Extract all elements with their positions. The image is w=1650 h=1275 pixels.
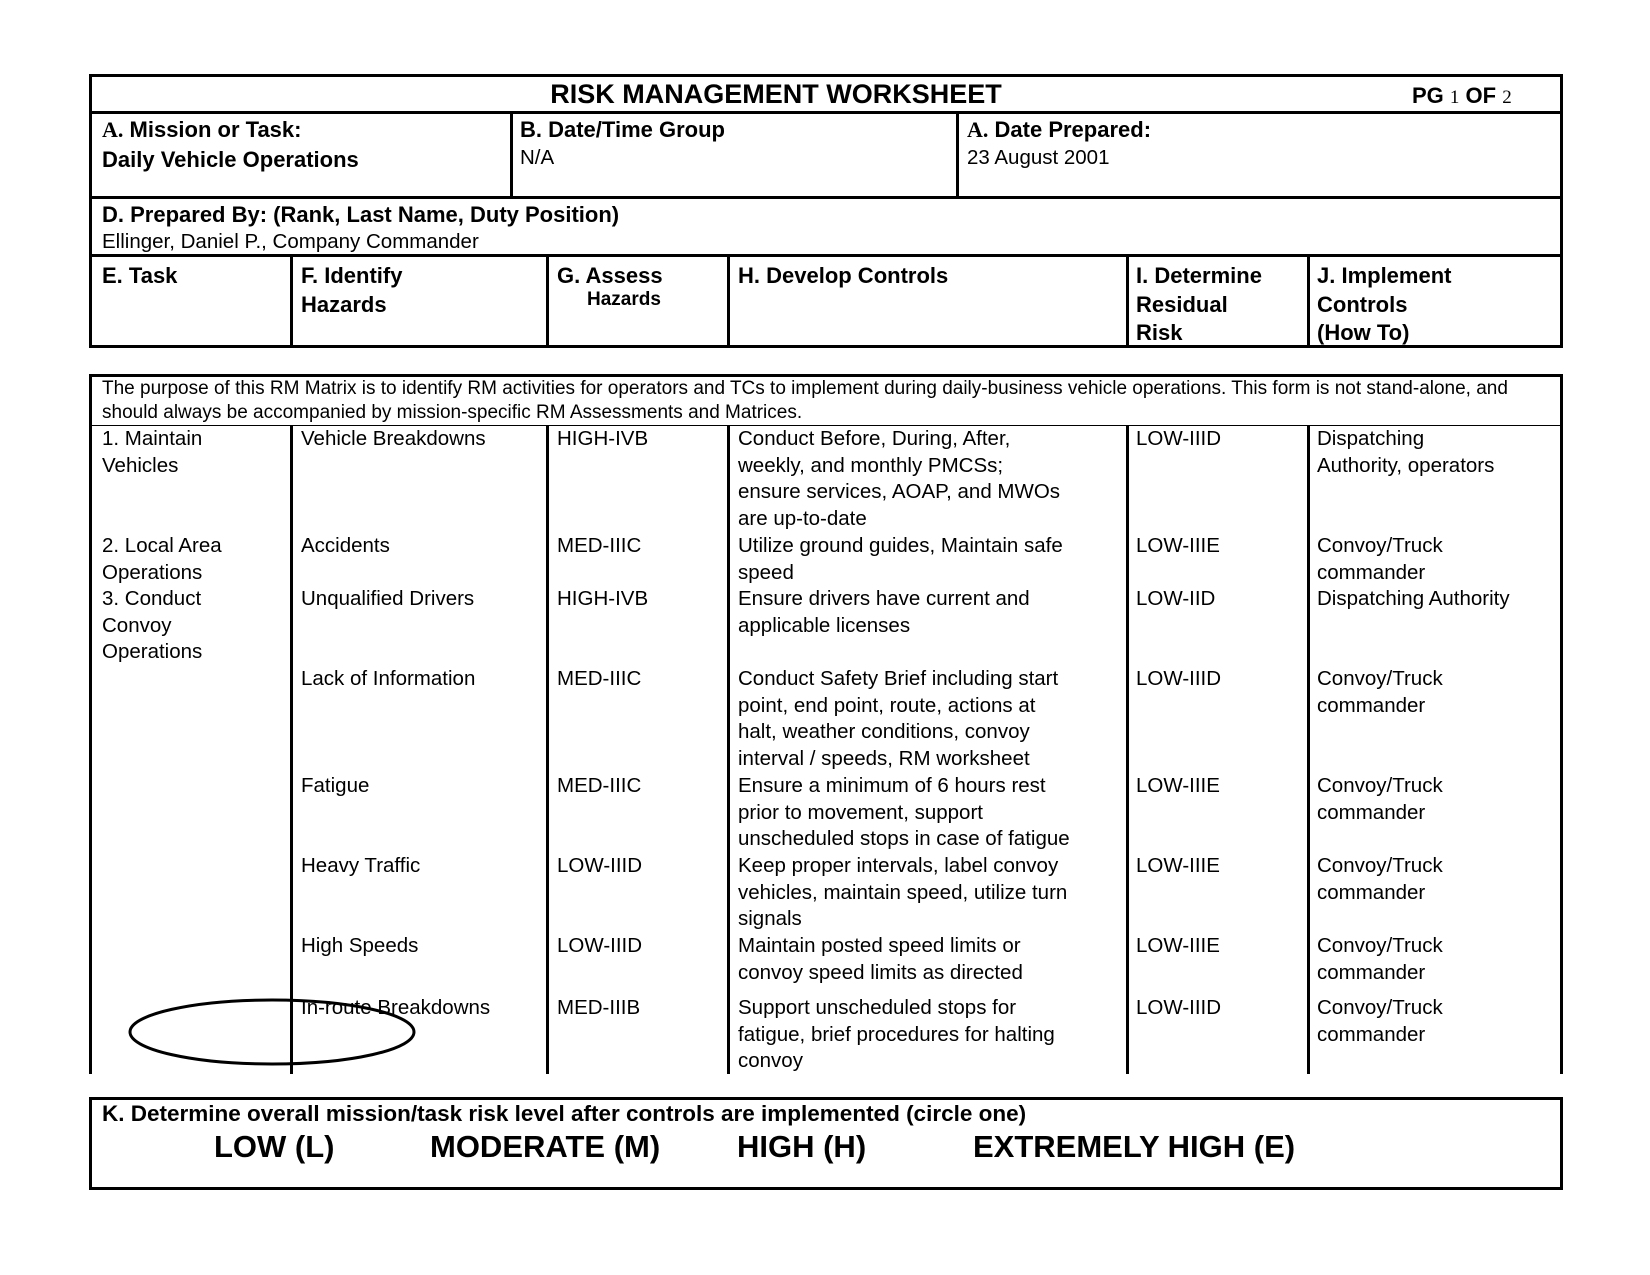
row-3-implement: Dispatching Authority	[1317, 587, 1510, 610]
row-8-implement: Convoy/Truck commander	[1317, 996, 1443, 1046]
row-3-controls: Ensure drivers have current and applicable licenses	[738, 587, 1030, 637]
row-6-controls: Keep proper intervals, label convoy vehicles, maintain speed, utilize turn signals	[738, 854, 1068, 930]
header-col-divider-1	[290, 254, 293, 348]
matrix-right-border	[1560, 374, 1563, 1074]
row-3-hazard: Unqualified Drivers	[301, 587, 475, 610]
purpose-text: The purpose of this RM Matrix is to identify RM activities for operators and TCs to implement during daily-business vehicle operations. This form is not stand-alone, and should always be accompanied by mission-specific RM Assessments and Matrices.	[102, 378, 1508, 423]
col-header-task: E. Task	[102, 263, 178, 288]
risk-option-moderate[interactable]: MODERATE (M)	[430, 1129, 661, 1164]
overall-box-top-border	[89, 1097, 1563, 1100]
prepared-by-label: D. Prepared By: (Rank, Last Name, Duty Position)	[102, 202, 620, 227]
fields-row-divider	[89, 196, 1563, 199]
row-7-residual: LOW-IIIE	[1136, 934, 1220, 957]
mission-letter: A.	[102, 117, 124, 142]
hand-drawn-ellipse	[120, 995, 425, 1069]
top-box-top-border	[89, 74, 1563, 77]
row-1-controls: Conduct Before, During, After, weekly, and monthly PMCSs; ensure services, AOAP, and MWOs are up-to-date	[738, 427, 1061, 530]
overall-box-right-border	[1560, 1097, 1563, 1190]
col-header-assess-hazards: G. Assess	[557, 263, 663, 288]
overall-risk-label: K. Determine overall mission/task risk level after controls are implemented (circle one)	[102, 1101, 1027, 1126]
row-5-controls: Ensure a minimum of 6 hours rest prior to movement, support unscheduled stops in case of fatigue	[738, 774, 1070, 850]
row-4-implement: Convoy/Truck commander	[1317, 667, 1443, 717]
matrix-col-divider-2	[546, 425, 549, 1074]
row-4-hazard: Lack of Information	[301, 667, 476, 690]
row-1-assess: HIGH-IVB	[557, 427, 649, 450]
matrix-left-border	[89, 374, 92, 1074]
row-8-residual: LOW-IIID	[1136, 996, 1222, 1019]
row-8-hazard: In-route Breakdowns	[301, 996, 491, 1019]
row-3-residual: LOW-IID	[1136, 587, 1216, 610]
row-8-controls: Support unscheduled stops for fatigue, brief procedures for halting convoy	[738, 996, 1055, 1072]
field-divider-1	[510, 111, 513, 199]
row-8-assess: MED-IIIB	[557, 996, 641, 1019]
row-2-hazard: Accidents	[301, 534, 390, 557]
matrix-col-divider-4	[1126, 425, 1129, 1074]
page-prefix: PG	[1412, 83, 1444, 108]
overall-box-bottom-border	[89, 1187, 1563, 1190]
row-5-residual: LOW-IIIE	[1136, 774, 1220, 797]
mission-label: A. Mission or Task:	[102, 117, 302, 142]
date-prepared-label: A. Date Prepared:	[967, 117, 1152, 142]
row-1-residual: LOW-IIID	[1136, 427, 1222, 450]
risk-option-high[interactable]: HIGH (H)	[737, 1129, 867, 1164]
page-of: OF	[1465, 83, 1497, 108]
page-current: 1	[1449, 87, 1460, 108]
row-3-task: 3. Conduct Convoy Operations	[102, 587, 203, 663]
matrix-col-divider-5	[1307, 425, 1310, 1074]
overall-box-left-border	[89, 1097, 92, 1190]
row-2-controls: Utilize ground guides, Maintain safe speed	[738, 534, 1063, 584]
row-7-controls: Maintain posted speed limits or convoy speed limits as directed	[738, 934, 1023, 984]
field-divider-2	[956, 111, 959, 199]
header-col-divider-4	[1126, 254, 1129, 348]
row-1-hazard: Vehicle Breakdowns	[301, 427, 486, 450]
row-3-assess: HIGH-IVB	[557, 587, 649, 610]
header-col-divider-3	[727, 254, 730, 348]
row-7-hazard: High Speeds	[301, 934, 419, 957]
row-4-residual: LOW-IIID	[1136, 667, 1222, 690]
row-6-residual: LOW-IIIE	[1136, 854, 1220, 877]
dtg-value: N/A	[520, 146, 555, 169]
page-total: 2	[1502, 87, 1512, 108]
col-header-identify-hazards: F. Identify Hazards	[301, 263, 403, 317]
row-4-controls: Conduct Safety Brief including start point, end point, route, actions at halt, weather conditions, convoy interval / speeds, RM worksheet	[738, 667, 1059, 770]
dtg-label: B. Date/Time Group	[520, 117, 725, 142]
row-6-hazard: Heavy Traffic	[301, 854, 421, 877]
col-header-implement-controls: J. Implement Controls (How To)	[1317, 263, 1452, 345]
top-box-right-border	[1560, 74, 1563, 348]
row-5-assess: MED-IIIC	[557, 774, 642, 797]
row-6-assess: LOW-IIID	[557, 854, 643, 877]
row-6-implement: Convoy/Truck commander	[1317, 854, 1443, 904]
matrix-col-divider-3	[727, 425, 730, 1074]
header-col-divider-5	[1307, 254, 1310, 348]
row-4-assess: MED-IIIC	[557, 667, 642, 690]
header-col-divider-2	[546, 254, 549, 348]
row-2-task: 2. Local Area Operations	[102, 534, 222, 584]
title-row-divider	[89, 111, 1563, 114]
col-header-assess-sub: Hazards	[587, 289, 661, 310]
prepared-by-value: Ellinger, Daniel P., Company Commander	[102, 230, 479, 253]
row-2-assess: MED-IIIC	[557, 534, 642, 557]
row-2-residual: LOW-IIIE	[1136, 534, 1220, 557]
row-7-assess: LOW-IIID	[557, 934, 643, 957]
page-indicator	[1412, 81, 1512, 113]
row-1-implement: Dispatching Authority, operators	[1317, 427, 1495, 477]
date-prepared-value: 23 August 2001	[967, 146, 1110, 169]
mission-value: Daily Vehicle Operations	[102, 147, 359, 172]
risk-option-extremely-high[interactable]: EXTREMELY HIGH (E)	[973, 1129, 1296, 1164]
row-2-implement: Convoy/Truck commander	[1317, 534, 1443, 584]
col-header-residual-risk: I. Determine Residual Risk	[1136, 263, 1262, 345]
worksheet-title: RISK MANAGEMENT WORKSHEET	[550, 79, 1002, 109]
matrix-col-divider-1	[290, 425, 293, 1074]
risk-option-low[interactable]: LOW (L)	[214, 1129, 335, 1164]
row-7-implement: Convoy/Truck commander	[1317, 934, 1443, 984]
row-5-implement: Convoy/Truck commander	[1317, 774, 1443, 824]
date-prepared-letter: A.	[967, 117, 989, 142]
col-header-develop-controls: H. Develop Controls	[738, 263, 949, 288]
row-5-hazard: Fatigue	[301, 774, 370, 797]
row-1-task: 1. Maintain Vehicles	[102, 427, 203, 477]
top-box-left-border	[89, 74, 92, 348]
